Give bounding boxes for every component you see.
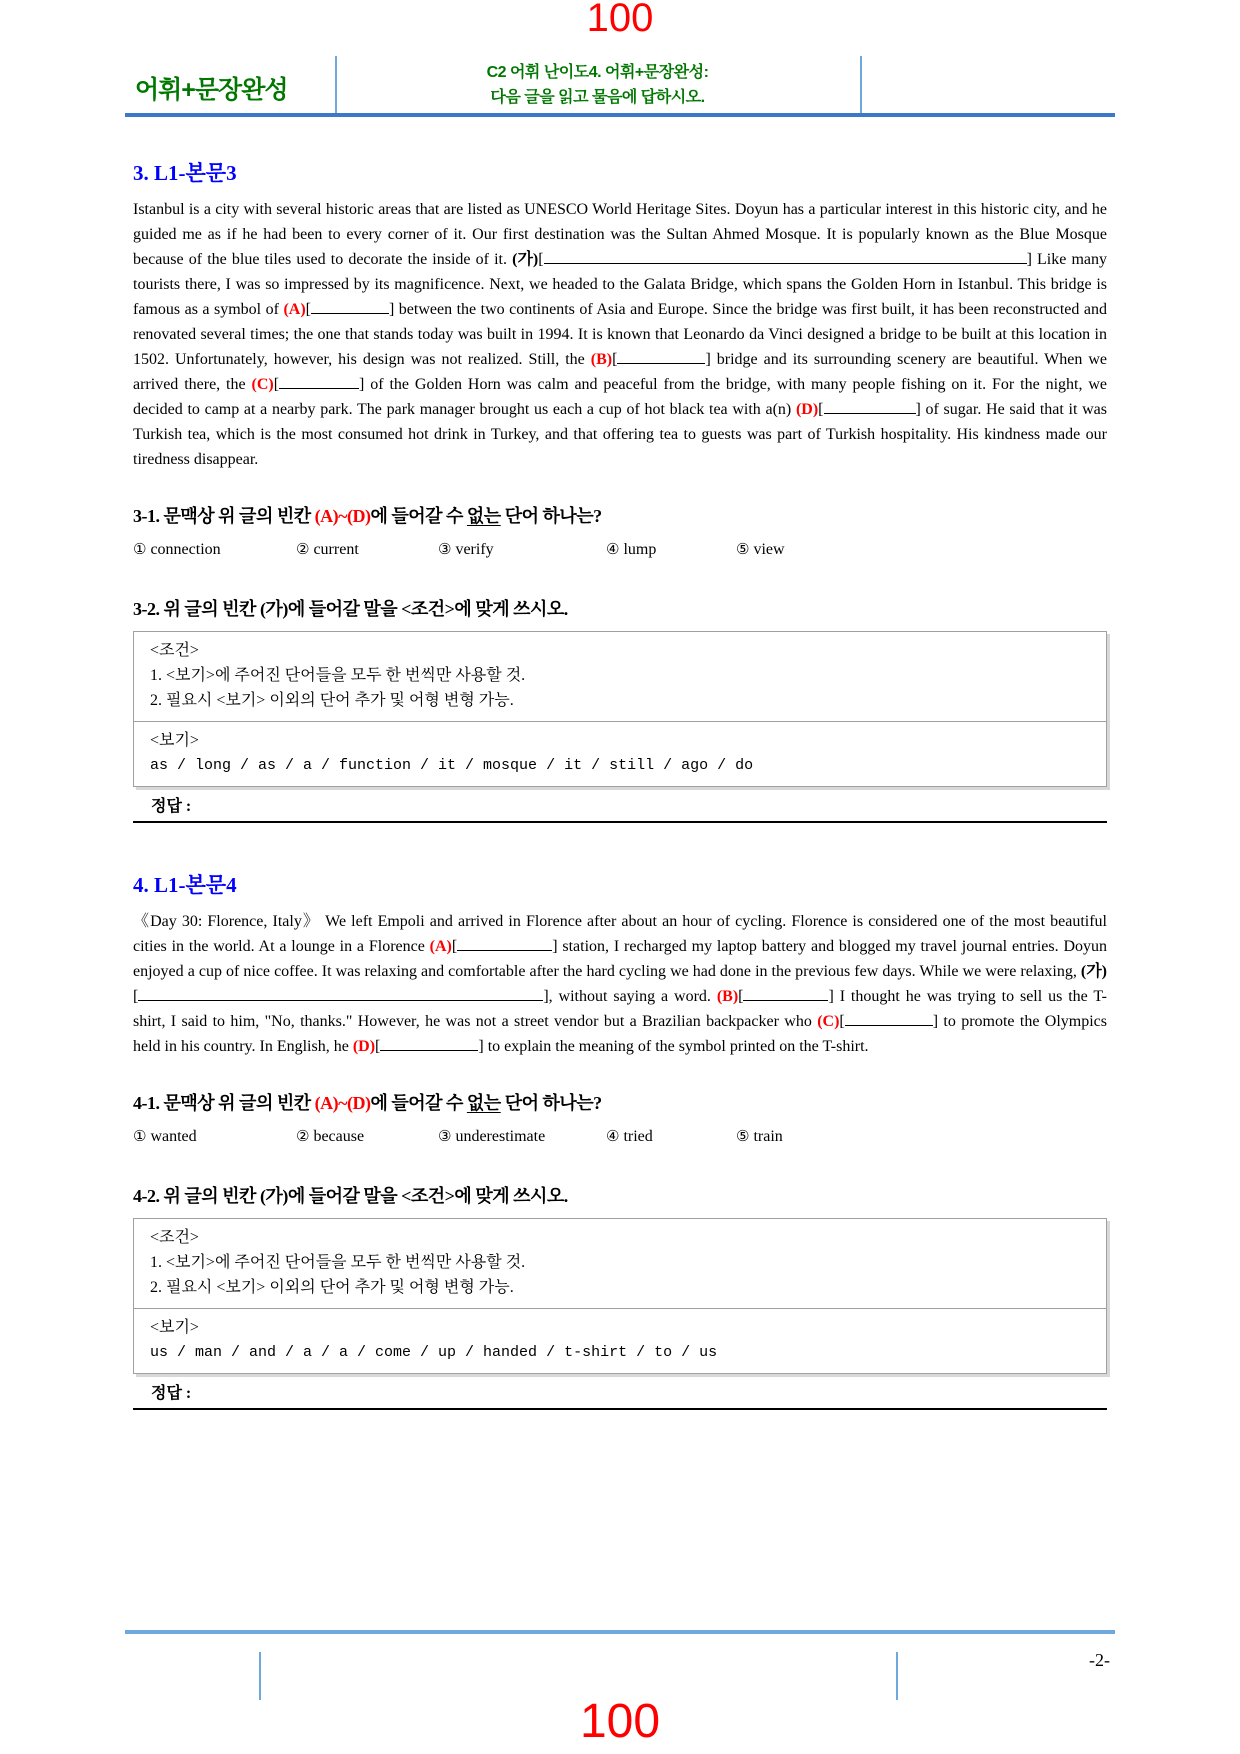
choice-label: lump bbox=[623, 541, 657, 558]
prompt-text: 단어 하나는? bbox=[500, 1093, 602, 1113]
fill-in-blank[interactable]: [ ] bbox=[612, 351, 711, 368]
choice-option[interactable] bbox=[736, 1127, 783, 1146]
prompt-text: 에 들어갈 수 bbox=[370, 1093, 467, 1113]
page-header bbox=[133, 56, 1107, 114]
prompt-text: 단어 하나는? bbox=[500, 506, 602, 526]
choice-label: tried bbox=[623, 1128, 653, 1145]
answer-line[interactable] bbox=[133, 787, 1107, 823]
example-title: <보기> bbox=[150, 1319, 199, 1336]
choice-options-row bbox=[133, 540, 1107, 559]
condition-line: 2. 필요시 <보기> 이외의 단어 추가 및 어형 변형 가능. bbox=[150, 692, 514, 709]
choice-number: ⑤ bbox=[736, 1127, 750, 1145]
example-words: as / long / as / a / function / it / mosque / it / still / ago / do bbox=[150, 757, 754, 774]
choice-number: ④ bbox=[606, 540, 620, 558]
choice-label: underestimate bbox=[455, 1128, 546, 1145]
answer-label: 정답 : bbox=[151, 798, 192, 815]
section-title: 3. L1-본문3 bbox=[133, 161, 237, 185]
choice-options-row bbox=[133, 1127, 1107, 1146]
blank-marker: (가) bbox=[512, 251, 539, 268]
blank-range: (A)~(D) bbox=[314, 1093, 371, 1113]
choice-option[interactable] bbox=[606, 540, 736, 559]
header-subtitle-line2: 다음 글을 읽고 물음에 답하시오. bbox=[490, 89, 705, 106]
condition-section bbox=[134, 1219, 1106, 1309]
choice-number: ④ bbox=[606, 1127, 620, 1145]
condition-box bbox=[133, 631, 1107, 787]
header-divider-right bbox=[860, 56, 862, 114]
top-watermark-score: 100 bbox=[586, 0, 654, 40]
footer-rule bbox=[125, 1630, 1115, 1634]
question-3-2-prompt bbox=[133, 595, 1107, 621]
example-title: <보기> bbox=[150, 732, 199, 749]
fill-in-blank[interactable]: [ ] bbox=[538, 251, 1032, 268]
fill-in-blank[interactable]: [ ] bbox=[818, 401, 921, 418]
fill-in-blank[interactable]: [ ] bbox=[839, 1013, 939, 1030]
blank-marker: (B) bbox=[590, 351, 613, 368]
choice-option[interactable] bbox=[296, 540, 438, 559]
choice-option[interactable] bbox=[606, 1127, 736, 1146]
condition-section bbox=[134, 632, 1106, 722]
page-number: -2- bbox=[1089, 1650, 1110, 1670]
passage-text: 《Day 30: Florence, Italy》 We left Empoli and arrived in Florence after about an hour of cycling. Florence is considered one of the most beautiful cities in the world. At a lounge in a Florence (A)[ ] station, I recharged my laptop battery and blogged my travel journal entries. Doyun enjoyed a cup of nice coffee. It was relaxing and comfortable after the hard cycling we had done in the previous few days. While we were relaxing, (가)[ ], without saying a word. (B)[ ] I thought he was trying to sell us the T-shirt, I said to him, "No, thanks." However, he was not a street vendor but a Brazilian backpacker who (C)[ ] to promote the Olympics held in his country. In English, he (D)[ ] to explain the meaning of the symbol printed on the T-shirt. bbox=[133, 913, 1108, 1055]
prompt-underlined-word: 없는 bbox=[466, 506, 501, 526]
choice-label: verify bbox=[455, 541, 494, 558]
document-body bbox=[133, 117, 1107, 1410]
header-category-label: 어휘+문장완성 bbox=[135, 76, 288, 104]
choice-label: current bbox=[313, 541, 359, 558]
fill-in-blank[interactable]: [ ] bbox=[738, 988, 834, 1005]
bottom-watermark-score: 100 bbox=[579, 1695, 661, 1748]
prompt-text: 에 들어갈 수 bbox=[370, 506, 467, 526]
question-number: 3-1. bbox=[133, 506, 160, 526]
fill-in-blank[interactable]: [ ] bbox=[133, 988, 549, 1005]
choice-option[interactable] bbox=[133, 1127, 296, 1146]
condition-title: <조건> bbox=[150, 1229, 199, 1246]
prompt-text: 문맥상 위 글의 빈칸 bbox=[159, 506, 315, 526]
choice-label: wanted bbox=[150, 1128, 197, 1145]
prompt-text: 위 글의 빈칸 (가)에 들어갈 말을 <조건>에 맞게 쓰시오. bbox=[159, 599, 568, 619]
choice-number: ① bbox=[133, 1127, 147, 1145]
blank-marker: (D) bbox=[352, 1038, 376, 1055]
example-section bbox=[134, 1309, 1106, 1373]
choice-option[interactable] bbox=[133, 540, 296, 559]
condition-lines bbox=[150, 1250, 1090, 1300]
blank-marker: (가) bbox=[1080, 963, 1107, 980]
question-3-1-prompt bbox=[133, 502, 1107, 528]
example-section bbox=[134, 722, 1106, 786]
choice-option[interactable] bbox=[438, 1127, 606, 1146]
section-4 bbox=[133, 869, 1107, 1410]
blank-marker: (B) bbox=[716, 988, 739, 1005]
choice-number: ② bbox=[296, 540, 310, 558]
question-number: 4-2. bbox=[133, 1186, 160, 1206]
header-subtitle bbox=[335, 60, 860, 110]
section-3 bbox=[133, 157, 1107, 823]
header-subtitle-line1: C2 어휘 난이도4. 어휘+문장완성: bbox=[486, 64, 709, 81]
section-title: 4. L1-본문4 bbox=[133, 873, 237, 897]
footer-tick-left bbox=[259, 1652, 261, 1700]
question-number: 3-2. bbox=[133, 599, 160, 619]
blank-range: (A)~(D) bbox=[314, 506, 371, 526]
condition-box bbox=[133, 1218, 1107, 1374]
choice-label: because bbox=[313, 1128, 365, 1145]
condition-lines bbox=[150, 663, 1090, 713]
choice-option[interactable] bbox=[296, 1127, 438, 1146]
choice-number: ② bbox=[296, 1127, 310, 1145]
question-number: 4-1. bbox=[133, 1093, 160, 1113]
blank-marker: (C) bbox=[817, 1013, 840, 1030]
prompt-text: 위 글의 빈칸 (가)에 들어갈 말을 <조건>에 맞게 쓰시오. bbox=[159, 1186, 568, 1206]
fill-in-blank[interactable]: [ ] bbox=[305, 301, 395, 318]
choice-number: ① bbox=[133, 540, 147, 558]
prompt-text: 문맥상 위 글의 빈칸 bbox=[159, 1093, 315, 1113]
question-4-1-prompt bbox=[133, 1089, 1107, 1115]
condition-title: <조건> bbox=[150, 642, 199, 659]
choice-label: view bbox=[753, 541, 785, 558]
condition-line: 1. <보기>에 주어진 단어들을 모두 한 번씩만 사용할 것. bbox=[150, 1254, 526, 1271]
answer-line[interactable] bbox=[133, 1374, 1107, 1410]
fill-in-blank[interactable]: [ ] bbox=[451, 938, 558, 955]
choice-option[interactable] bbox=[736, 540, 785, 559]
choice-label: connection bbox=[150, 541, 221, 558]
blank-marker: (C) bbox=[251, 376, 274, 393]
blank-marker: (A) bbox=[429, 938, 452, 955]
choice-label: train bbox=[753, 1128, 783, 1145]
fill-in-blank[interactable]: [ ] bbox=[273, 376, 365, 393]
condition-line: 2. 필요시 <보기> 이외의 단어 추가 및 어형 변형 가능. bbox=[150, 1279, 514, 1296]
fill-in-blank[interactable]: [ ] bbox=[375, 1038, 484, 1055]
question-4-2-prompt bbox=[133, 1182, 1107, 1208]
passage-text: Istanbul is a city with several historic areas that are listed as UNESCO World Heritage Sites. Doyun has a particular interest in this historic city, and he guided me as if he had been to every corner of it. Our first destination was the Sultan Ahmed Mosque. It is popularly known as the Blue Mosque because of the blue tiles used to decorate the inside of it. (가)[ ] Like many tourists there, I was so impressed by its magnificence. Next, we headed to the Galata Bridge, which spans the Golden Horn in Istanbul. This bridge is famous as a symbol of (A)[ ] between the two continents of Asia and Europe. Since the bridge was first built, it has been reconstructed and renovated several times; the one that stands today was built in 1994. It is known that Leonardo da Vinci designed a bridge to be built at this location in 1502. Unfortunately, however, his design was not realized. Still, the (B)[ ] bridge and its surrounding scenery are beautiful. When we arrived there, the (C)[ ] of the Golden Horn was calm and peaceful from the bridge, with many people fishing on it. For the night, we decided to camp at a nearby park. The park manager brought us each a cup of hot black tea with a(n) (D)[ ] of sugar. He said that it was Turkish tea, which is the most consumed hot drink in Turkey, and that offering tea to guests was part of Turkish hospitality. His kindness made our tiredness disappear. bbox=[133, 201, 1108, 468]
choice-option[interactable] bbox=[438, 540, 606, 559]
prompt-underlined-word: 없는 bbox=[466, 1093, 501, 1113]
choice-number: ③ bbox=[438, 1127, 452, 1145]
condition-line: 1. <보기>에 주어진 단어들을 모두 한 번씩만 사용할 것. bbox=[150, 667, 526, 684]
blank-marker: (A) bbox=[283, 301, 306, 318]
choice-number: ③ bbox=[438, 540, 452, 558]
example-words: us / man / and / a / a / come / up / handed / t-shirt / to / us bbox=[150, 1344, 718, 1361]
choice-number: ⑤ bbox=[736, 540, 750, 558]
answer-label: 정답 : bbox=[151, 1385, 192, 1402]
footer-tick-right bbox=[896, 1652, 898, 1700]
blank-marker: (D) bbox=[795, 401, 819, 418]
